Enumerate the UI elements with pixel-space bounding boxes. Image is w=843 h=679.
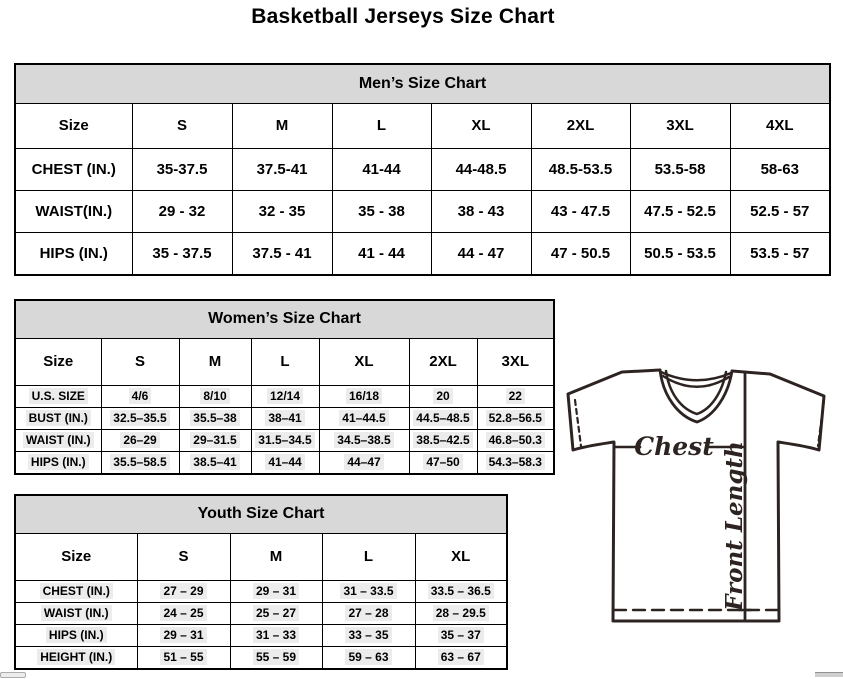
youth-cell [322, 581, 415, 603]
youth-table-row [15, 647, 507, 670]
men-column-header-size: Size [15, 104, 132, 149]
youth-row-label-text: HEIGHT (IN.) [37, 649, 115, 665]
women-cell [319, 452, 409, 475]
women-cell-text: 38.5–42.5 [413, 432, 472, 448]
men-column-header-3xl: 3XL [630, 104, 730, 149]
men-row-label: CHEST (IN.) [15, 149, 132, 191]
men-cell: 58-63 [730, 149, 830, 191]
women-row-label [15, 408, 101, 430]
left-sleeve-seam-dashed [575, 400, 581, 446]
women-cell [319, 386, 409, 408]
women-cell-text: 41–44 [265, 454, 304, 470]
youth-cell-text: 33 – 35 [345, 627, 391, 643]
youth-cell [415, 647, 507, 670]
women-cell-text: 31.5–34.5 [255, 432, 314, 448]
men-table-caption: Men’s Size Chart [15, 64, 830, 104]
men-cell: 44-48.5 [431, 149, 531, 191]
women-cell [409, 452, 477, 475]
women-cell [251, 408, 319, 430]
women-cell [179, 386, 251, 408]
youth-table-caption: Youth Size Chart [15, 495, 507, 534]
women-cell [251, 430, 319, 452]
youth-cell-text: 35 – 37 [438, 627, 484, 643]
youth-cell-text: 33.5 – 36.5 [428, 583, 494, 599]
women-cell-text: 44.5–48.5 [413, 410, 472, 426]
women-table-caption: Women’s Size Chart [15, 300, 554, 339]
women-column-header-size: Size [15, 339, 101, 386]
men-cell: 41 - 44 [332, 233, 431, 276]
men-cell: 37.5-41 [232, 149, 332, 191]
youth-cell [137, 603, 230, 625]
jersey-diagram-svg [556, 358, 843, 628]
women-column-header-s: S [101, 339, 179, 386]
women-cell-text: 32.5–35.5 [110, 410, 169, 426]
women-row-label-text: U.S. SIZE [29, 388, 88, 404]
youth-row-label [15, 625, 137, 647]
women-cell [477, 408, 554, 430]
men-table-row [15, 191, 830, 233]
horizontal-scrollbar-fragment-left[interactable] [0, 672, 26, 678]
men-table-row [15, 233, 830, 276]
youth-row-label [15, 581, 137, 603]
youth-cell [137, 647, 230, 670]
youth-cell [415, 625, 507, 647]
men-column-header-s: S [132, 104, 232, 149]
men-column-header-l: L [332, 104, 431, 149]
youth-cell-text: 28 – 29.5 [433, 605, 489, 621]
men-cell: 35 - 38 [332, 191, 431, 233]
women-cell [477, 452, 554, 475]
women-cell [409, 430, 477, 452]
jersey-outline [568, 370, 824, 621]
youth-cell [322, 625, 415, 647]
youth-row-label-text: CHEST (IN.) [40, 583, 113, 599]
youth-column-header-l: L [322, 534, 415, 581]
men-cell: 48.5-53.5 [531, 149, 630, 191]
women-cell [101, 386, 179, 408]
youth-cell-text: 63 – 67 [438, 649, 484, 665]
women-row-label-text: HIPS (IN.) [28, 454, 89, 470]
men-cell: 37.5 - 41 [232, 233, 332, 276]
women-cell-text: 8/10 [200, 388, 229, 404]
youth-cell [322, 603, 415, 625]
men-cell: 35-37.5 [132, 149, 232, 191]
women-cell [251, 452, 319, 475]
women-column-header-l: L [251, 339, 319, 386]
men-row-label: HIPS (IN.) [15, 233, 132, 276]
women-table-row [15, 408, 554, 430]
men-table-row [15, 149, 830, 191]
men-cell: 47 - 50.5 [531, 233, 630, 276]
youth-cell-text: 51 – 55 [160, 649, 206, 665]
men-size-table [14, 63, 831, 276]
women-cell-text: 38–41 [265, 410, 304, 426]
women-size-table [14, 299, 555, 475]
men-cell: 53.5-58 [630, 149, 730, 191]
youth-header-row [15, 534, 507, 581]
women-cell [477, 430, 554, 452]
page-title: Basketball Jerseys Size Chart [251, 5, 555, 28]
youth-table-row [15, 581, 507, 603]
youth-row-label [15, 603, 137, 625]
women-table-row [15, 452, 554, 475]
women-cell-text: 4/6 [129, 388, 152, 404]
men-row-label: WAIST(IN.) [15, 191, 132, 233]
youth-cell [230, 625, 322, 647]
youth-cell-text: 55 – 59 [253, 649, 299, 665]
men-header-row [15, 104, 830, 149]
men-cell: 43 - 47.5 [531, 191, 630, 233]
women-cell [179, 408, 251, 430]
men-cell: 38 - 43 [431, 191, 531, 233]
women-row-label [15, 430, 101, 452]
women-cell [319, 430, 409, 452]
women-cell [179, 430, 251, 452]
women-row-label [15, 452, 101, 475]
women-cell [101, 452, 179, 475]
women-cell [251, 386, 319, 408]
women-column-header-xl: XL [319, 339, 409, 386]
collar-back-arc-outer [661, 372, 731, 380]
men-column-header-xl: XL [431, 104, 531, 149]
youth-column-header-m: M [230, 534, 322, 581]
youth-cell-text: 29 – 31 [160, 627, 206, 643]
women-cell [101, 408, 179, 430]
youth-row-label [15, 647, 137, 670]
women-cell [101, 430, 179, 452]
men-cell: 44 - 47 [431, 233, 531, 276]
men-column-header-2xl: 2XL [531, 104, 630, 149]
youth-column-header-s: S [137, 534, 230, 581]
women-header-row [15, 339, 554, 386]
youth-cell-text: 25 – 27 [253, 605, 299, 621]
women-cell-text: 29–31.5 [190, 432, 239, 448]
horizontal-scrollbar-fragment-right[interactable] [815, 672, 843, 677]
chest-label: Chest [634, 432, 714, 461]
men-cell: 53.5 - 57 [730, 233, 830, 276]
women-cell-text: 41–44.5 [339, 410, 388, 426]
youth-cell-text: 29 – 31 [253, 583, 299, 599]
women-column-header-m: M [179, 339, 251, 386]
men-cell: 29 - 32 [132, 191, 232, 233]
youth-cell-text: 59 – 63 [345, 649, 391, 665]
youth-cell [137, 581, 230, 603]
women-table-row [15, 430, 554, 452]
men-cell: 32 - 35 [232, 191, 332, 233]
men-cell: 52.5 - 57 [730, 191, 830, 233]
youth-cell [230, 647, 322, 670]
jersey-measurement-diagram [556, 358, 843, 628]
youth-table-row [15, 603, 507, 625]
women-cell-text: 35.5–58.5 [110, 454, 169, 470]
women-cell-text: 44–47 [344, 454, 383, 470]
women-column-header-3xl: 3XL [477, 339, 554, 386]
men-column-header-4xl: 4XL [730, 104, 830, 149]
women-cell [179, 452, 251, 475]
youth-cell [230, 603, 322, 625]
women-row-label-text: WAIST (IN.) [23, 432, 94, 448]
youth-cell [230, 581, 322, 603]
youth-table-row [15, 625, 507, 647]
women-cell-text: 52.8–56.5 [486, 410, 545, 426]
women-cell-text: 16/18 [346, 388, 382, 404]
women-cell-text: 20 [433, 388, 452, 404]
women-cell-text: 34.5–38.5 [334, 432, 393, 448]
youth-size-table [14, 494, 508, 670]
youth-cell-text: 31 – 33 [253, 627, 299, 643]
men-cell: 50.5 - 53.5 [630, 233, 730, 276]
youth-cell [322, 647, 415, 670]
men-cell: 47.5 - 52.5 [630, 191, 730, 233]
youth-column-header-size: Size [15, 534, 137, 581]
women-row-label [15, 386, 101, 408]
youth-cell-text: 24 – 25 [160, 605, 206, 621]
front-length-label: Front Length [721, 441, 748, 611]
women-cell [409, 408, 477, 430]
women-cell-text: 46.8–50.3 [486, 432, 545, 448]
women-cell [477, 386, 554, 408]
men-column-header-m: M [232, 104, 332, 149]
women-cell-text: 35.5–38 [190, 410, 239, 426]
youth-cell [137, 625, 230, 647]
youth-cell-text: 27 – 28 [345, 605, 391, 621]
women-table-row [15, 386, 554, 408]
women-cell-text: 26–29 [120, 432, 159, 448]
women-cell [409, 386, 477, 408]
youth-cell [415, 603, 507, 625]
youth-cell-text: 27 – 29 [160, 583, 206, 599]
youth-cell-text: 31 – 33.5 [340, 583, 396, 599]
youth-row-label-text: HIPS (IN.) [46, 627, 107, 643]
women-cell-text: 38.5–41 [190, 454, 239, 470]
women-cell-text: 47–50 [423, 454, 462, 470]
women-cell-text: 12/14 [267, 388, 303, 404]
women-column-header-2xl: 2XL [409, 339, 477, 386]
women-cell-text: 54.3–58.3 [486, 454, 545, 470]
youth-column-header-xl: XL [415, 534, 507, 581]
women-row-label-text: BUST (IN.) [26, 410, 91, 426]
men-cell: 41-44 [332, 149, 431, 191]
women-cell [319, 408, 409, 430]
women-cell-text: 22 [506, 388, 525, 404]
youth-cell [415, 581, 507, 603]
men-cell: 35 - 37.5 [132, 233, 232, 276]
youth-row-label-text: WAIST (IN.) [41, 605, 112, 621]
